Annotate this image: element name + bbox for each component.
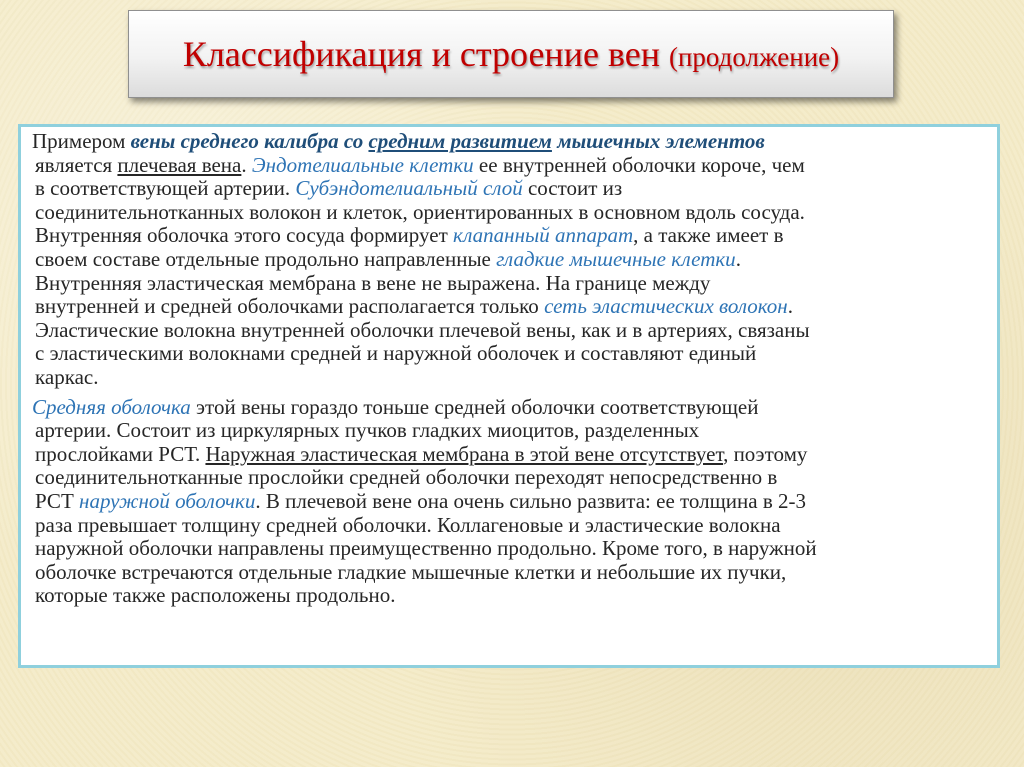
text-segment: . xyxy=(241,152,252,177)
text-line xyxy=(32,201,987,225)
text-segment: , поэтому xyxy=(723,441,808,466)
text-line xyxy=(32,154,987,178)
text-line xyxy=(32,490,987,514)
text-segment: внутренней и средней оболочками располагается только xyxy=(35,294,545,319)
text-segment: наружной оболочки направлены преимущественно продольно. Кроме того, в наружной xyxy=(35,536,817,561)
text-segment: РСТ xyxy=(35,488,80,513)
text-segment: , а также имеет в xyxy=(633,223,784,248)
text-line xyxy=(32,419,987,443)
text-segment: прослойками РСТ. xyxy=(35,441,206,466)
text-line xyxy=(32,514,987,538)
text-segment: артерии. Состоит из циркулярных пучков гладких миоцитов, разделенных xyxy=(35,418,700,443)
text-segment: соединительнотканные прослойки средней оболочки переходят непосредственно в xyxy=(35,465,778,490)
slide-title-subtitle: (продолжение) xyxy=(668,42,840,72)
slide-title-main: Классификация и строение вен xyxy=(182,34,660,74)
slide-title xyxy=(183,33,839,75)
text-line xyxy=(32,224,987,248)
text-segment: которые также расположены продольно. xyxy=(35,583,396,608)
underlined-phrase: Наружная эластическая мембрана в этой вене отсутствует xyxy=(205,441,724,466)
text-segment: ее внутренней оболочки короче, чем xyxy=(473,152,805,177)
highlighted-term: клапанный аппарат xyxy=(453,223,634,248)
text-line xyxy=(32,177,987,201)
text-line xyxy=(32,561,987,585)
paragraph-brachial-vein-media-adventitia xyxy=(32,396,987,608)
text-segment: раза превышает толщину средней оболочки. Коллагеновые и эластические волокна xyxy=(35,512,781,537)
paragraph-brachial-vein-intima xyxy=(32,130,987,390)
text-segment: соединительнотканных волокон и клеток, ориентированных в основном вдоль сосуда. xyxy=(35,199,805,224)
text-segment: . xyxy=(787,294,793,319)
highlighted-term: средним развитием xyxy=(368,129,552,153)
highlighted-term: Средняя оболочка xyxy=(32,394,191,419)
text-segment: является xyxy=(35,152,118,177)
highlighted-term: наружной оболочки xyxy=(79,488,256,513)
text-segment: Внутренняя эластическая мембрана в вене не выражена. На границе между xyxy=(35,270,711,295)
highlighted-term: сеть эластических волокон xyxy=(544,294,788,319)
text-segment: Внутренняя оболочка этого сосуда формирует xyxy=(35,223,453,248)
text-line xyxy=(32,319,987,343)
underlined-phrase: плечевая вена xyxy=(117,152,242,177)
text-segment: каркас. xyxy=(35,364,99,389)
content-box xyxy=(18,124,1000,668)
text-segment: этой вены гораздо тоньше средней оболочки соответствующей xyxy=(190,394,759,419)
text-segment: своем составе отдельные продольно направленные xyxy=(35,246,497,271)
highlighted-term: вены среднего калибра со xyxy=(130,129,369,153)
title-box xyxy=(128,10,894,98)
text-line xyxy=(32,396,987,420)
highlighted-term: Субэндотелиальный слой xyxy=(295,176,523,201)
text-line xyxy=(32,272,987,296)
text-line xyxy=(32,537,987,561)
text-line xyxy=(32,295,987,319)
text-line xyxy=(32,342,987,366)
text-line xyxy=(32,443,987,467)
text-segment: Эластические волокна внутренней оболочки плечевой вены, как и в артериях, связаны xyxy=(35,317,810,342)
text-line xyxy=(32,366,987,390)
text-segment: оболочке встречаются отдельные гладкие мышечные клетки и небольшие их пучки, xyxy=(35,559,787,584)
text-segment: состоит из xyxy=(522,176,623,201)
text-segment: . В плечевой вене она очень сильно развита: ее толщина в 2-3 xyxy=(255,488,807,513)
text-line xyxy=(32,584,987,608)
highlighted-term: Эндотелиальные клетки xyxy=(251,152,474,177)
text-segment: в соответствующей артерии. xyxy=(35,176,296,201)
text-line xyxy=(32,130,987,154)
text-segment: с эластическими волокнами средней и наружной оболочек и составляют единый xyxy=(35,341,757,366)
highlighted-term: гладкие мышечные клетки xyxy=(496,246,736,271)
text-segment: . xyxy=(735,246,741,271)
text-line xyxy=(32,466,987,490)
highlighted-term: мышечных элементов xyxy=(551,129,765,153)
text-line xyxy=(32,248,987,272)
text-segment: Примером xyxy=(32,129,131,153)
